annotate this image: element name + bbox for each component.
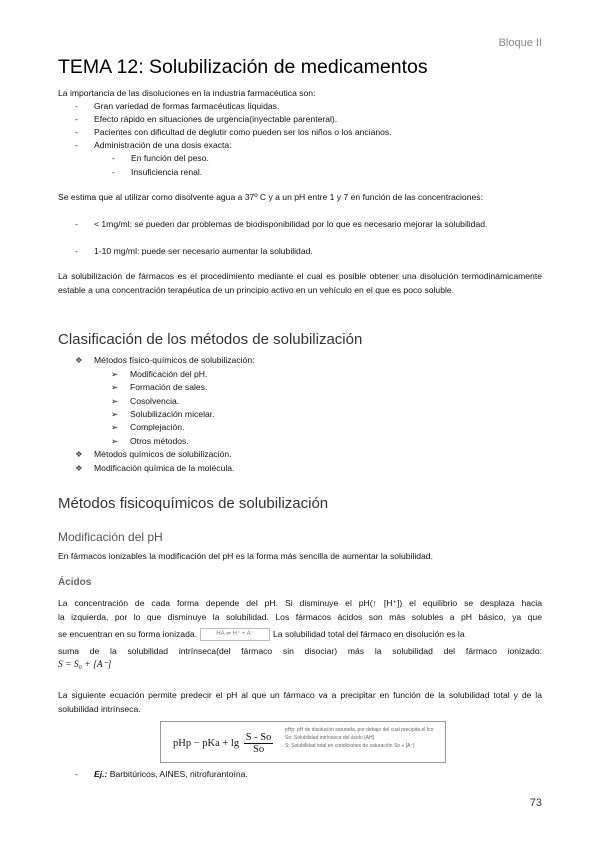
list-subitem: - Insuficiencia renal. [112, 167, 203, 177]
acids-line: suma de la solubilidad intrínseca(del fármaco sin disociar) más la solubilidad del fármaco ionizado: [58, 646, 542, 656]
acids-line: la izquierda, por lo que disminuye la solubilidad. Los fármacos ácidos son más solubles a pH básico, ya que [58, 612, 542, 622]
definition-paragraph: La solubilización de fármacos es el procedimiento mediante el cual es posible obtener una disolución termodinámicamente estable a una concentración terapéutica de un principio activo en un vehículo en el que es poco soluble. [58, 271, 542, 295]
method-item: ➢ Formación de sales. [111, 382, 208, 392]
acids-paragraph-2: La siguiente ecuación permite predecir el pH al que un fármaco va a precipitar en función de la solubilidad total y de la solubilidad intrínseca. [58, 690, 542, 714]
page-title: TEMA 12: Solubilización de medicamentos [58, 56, 428, 78]
precipitation-equation: pHp − pKa + lg $\frac{S - So}{So}$ [173, 732, 272, 755]
acids-heading: Ácidos [58, 577, 92, 588]
method-item: ➢ Solubilización micelar. [111, 409, 215, 419]
method-item: ➢ Cosolvencia. [111, 396, 180, 406]
example-item: - Ej.: Barbitúricos, AINES, nitrofurantoína. [75, 769, 248, 779]
list-item: - < 1mg/ml: se pueden dar problemas de biodisponibilidad por lo que es necesario mejorar la solubilidad. [75, 219, 488, 229]
method-item: ➢ Modificación del pH. [111, 369, 208, 379]
list-subitem: - En función del peso. [112, 153, 209, 163]
ph-intro: En fármacos ionizables la modificación del pH es la forma más sencilla de aumentar la solubilidad. [58, 551, 433, 561]
dissociation-formula: HA ⇌ H⁺ + A⁻ [200, 628, 270, 641]
ph-subheading: Modificación del pH [58, 530, 163, 544]
total-solubility-equation: S = S₀ + [A⁻] [58, 660, 112, 670]
list-item: - 1-10 mg/ml: puede ser necesario aumentar la solubilidad. [75, 246, 313, 256]
method-item: ➢ Complejación. [111, 422, 185, 432]
method-item: ➢ Otros métodos. [111, 436, 189, 446]
list-item: - Administración de una dosis exacta: [75, 140, 232, 150]
block-label: Bloque II [498, 37, 542, 49]
precipitation-equation-box [160, 721, 446, 763]
classification-group: ❖ Métodos químicos de solubilización. [75, 449, 232, 459]
intro-lead: La importancia de las disoluciones en la industria farmacéutica son: [58, 88, 316, 98]
estimate-lead: Se estima que al utilizar como disolvente agua a 37º C y a un pH entre 1 y 7 en función de las concentraciones: [58, 192, 483, 202]
classification-group: ❖ Modificación química de la molécula. [75, 463, 235, 473]
list-item: - Efecto rápido en situaciones de urgencia(inyectable parenteral). [75, 114, 338, 124]
acids-line: La concentración de cada forma depende del pH. Si disminuye el pH(↑ [H⁺]) el equilibrio se desplaza hacia [58, 598, 542, 608]
acids-line: se encuentran en su forma ionizada. HA ⇌ H⁺ + A⁻ La solubilidad total del fármaco en disolución es la [58, 628, 542, 642]
page-number: 73 [529, 797, 542, 809]
physchem-heading: Métodos fisicoquímicos de solubilización [58, 495, 329, 512]
classification-heading: Clasificación de los métodos de solubilización [58, 331, 363, 348]
list-item: - Pacientes con dificultad de deglutir como pueden ser los niños o los ancianos. [75, 127, 392, 137]
classification-group: ❖ Métodos físico-químicos de solubilización: [75, 355, 255, 365]
list-item: - Gran variedad de formas farmacéuticas líquidas. [75, 101, 280, 111]
equation-legend: pHp: pH de disolución saturada, por debajo del cual precipita el fco So: Solubilidad intrínseca del ácido [AH] S: Solubilidad total en condiciones de saturación So + [A⁻] [285, 727, 434, 749]
